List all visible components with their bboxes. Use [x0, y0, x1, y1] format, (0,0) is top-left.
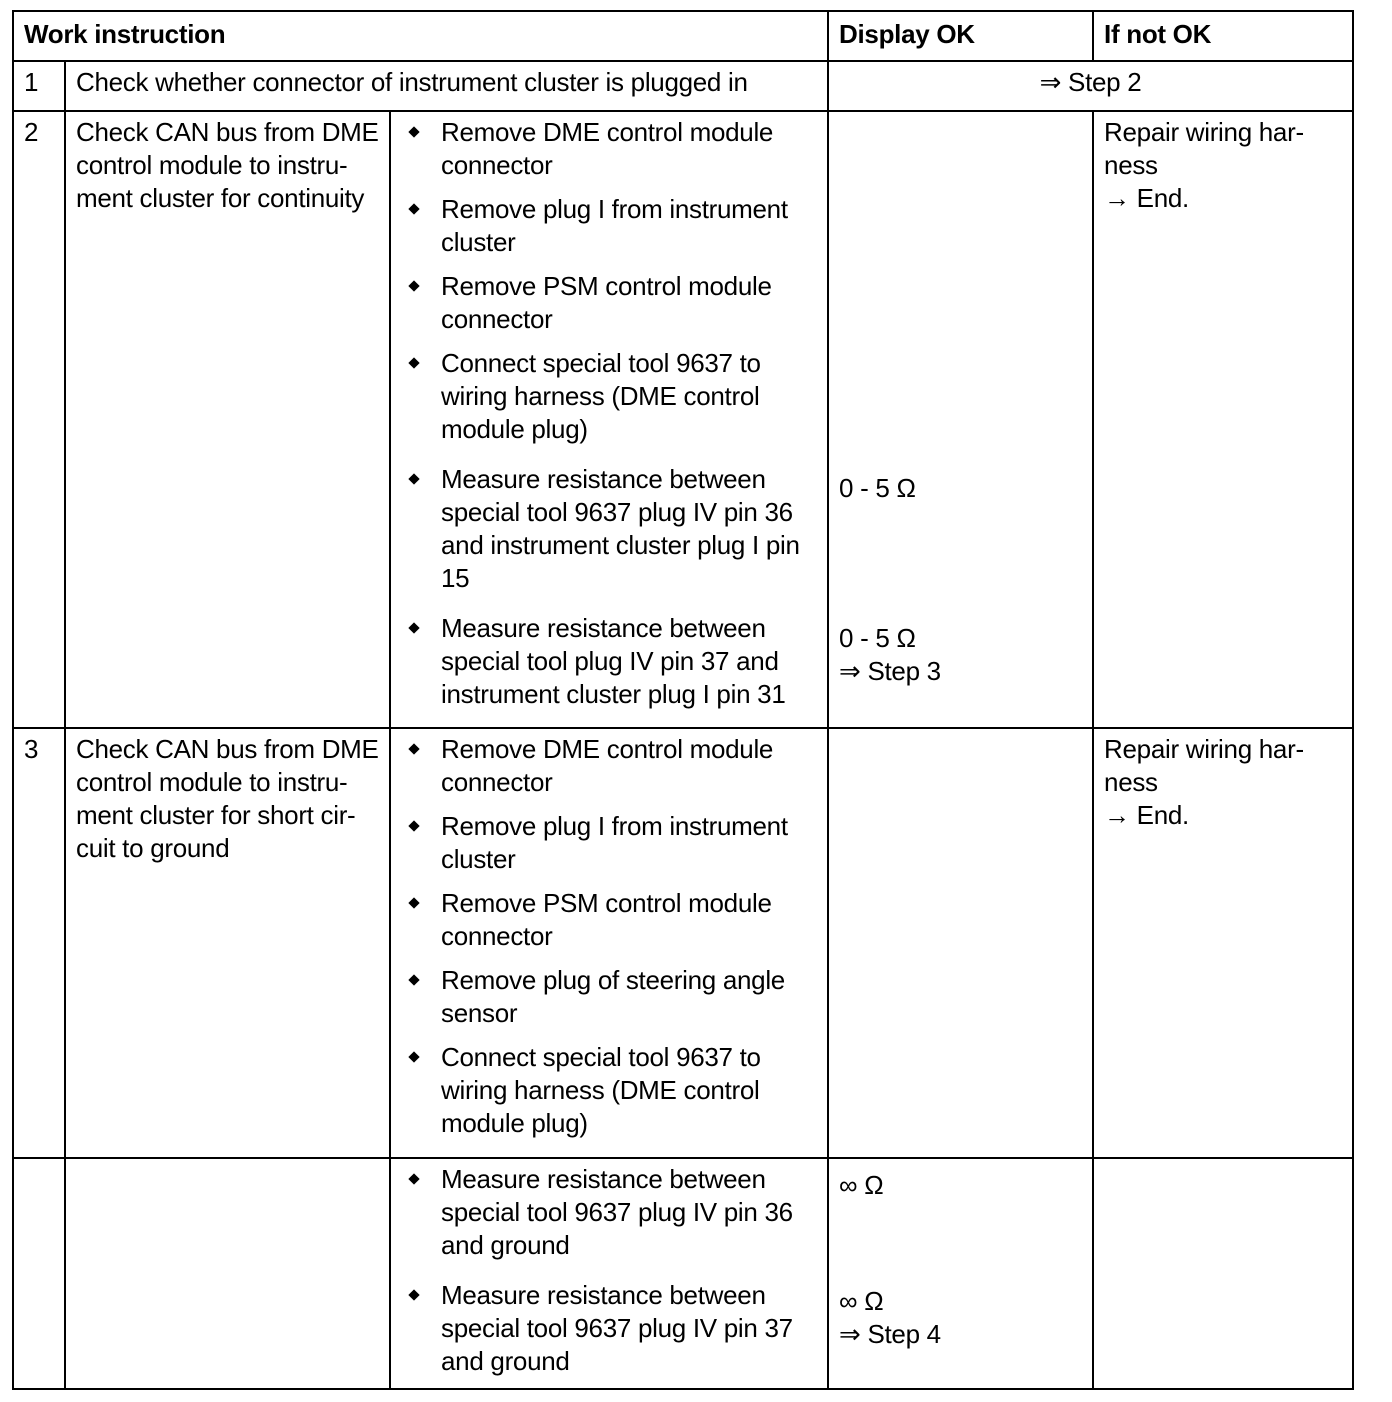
empty-cell [65, 1158, 390, 1389]
list-item: Remove DME control module connector [401, 733, 817, 799]
display-value: 0 - 5 Ω ⇒ Step 3 [839, 623, 941, 686]
diamond-bullet-icon [408, 1051, 419, 1062]
header-row [13, 11, 1353, 61]
display-ok-cell [828, 111, 1093, 728]
step-2-row [13, 111, 1353, 728]
if-not-ok-cell [1093, 1158, 1353, 1389]
diamond-bullet-icon [408, 126, 419, 137]
list-item: Connect special tool 9637 to wiring harness (DME control module plug) [401, 347, 817, 446]
list-item: Measure resistance between special tool 9637 plug IV pin 36 and ground [401, 1163, 817, 1262]
if-not-ok-cell: Repair wiring har- ness → End. [1093, 728, 1353, 1158]
step-instruction: Check whether connector of instrument cluster is plugged in [65, 61, 828, 111]
list-item: Remove PSM control module connector [401, 887, 817, 953]
display-value: ∞ Ω ⇒ Step 4 [839, 1286, 941, 1349]
action-list-cell [390, 111, 828, 728]
step-number: 1 [13, 61, 65, 111]
action-list [401, 733, 817, 1140]
list-item: Measure resistance between special tool 9637 plug IV pin 36 and instrument cluster plug I pin 15 [401, 463, 817, 595]
diamond-bullet-icon [408, 280, 419, 291]
list-item: Measure resistance between special tool 9637 plug IV pin 37 and ground [401, 1279, 817, 1378]
diamond-bullet-icon [408, 473, 419, 484]
diamond-bullet-icon [408, 1289, 419, 1300]
list-item: Remove DME control module connector [401, 116, 817, 182]
display-value: 0 - 5 Ω [839, 473, 916, 503]
step-instruction: Check CAN bus from DME control module to instru- ment cluster for continuity [65, 111, 390, 728]
list-item: Remove PSM control module connector [401, 270, 817, 336]
work-instruction-header: Work instruction [13, 11, 828, 61]
list-item: Remove plug of steering angle sensor [401, 964, 817, 1030]
diamond-bullet-icon [408, 357, 419, 368]
step-result: ⇒ Step 2 [828, 61, 1353, 111]
action-list [401, 1163, 817, 1378]
action-list [401, 116, 817, 711]
step-number: 3 [13, 728, 65, 1158]
diamond-bullet-icon [408, 974, 419, 985]
if-not-ok-cell: Repair wiring har- ness → End. [1093, 111, 1353, 728]
if-not-ok-header: If not OK [1093, 11, 1353, 61]
diamond-bullet-icon [408, 203, 419, 214]
step-3-row [13, 728, 1353, 1158]
action-list-cell [390, 728, 828, 1158]
display-ok-cell [828, 728, 1093, 1158]
diamond-bullet-icon [408, 743, 419, 754]
list-item: Measure resistance between special tool plug IV pin 37 and instrument cluster plug I pin 31 [401, 612, 817, 711]
diamond-bullet-icon [408, 622, 419, 633]
display-value: ∞ Ω [839, 1170, 884, 1200]
step-1-row [13, 61, 1353, 111]
step-3-continued-row [13, 1158, 1353, 1389]
display-ok-cell [828, 1158, 1093, 1389]
step-instruction: Check CAN bus from DME control module to instru- ment cluster for short cir- cuit to ground [65, 728, 390, 1158]
display-ok-header: Display OK [828, 11, 1093, 61]
diamond-bullet-icon [408, 820, 419, 831]
list-item: Remove plug I from instrument cluster [401, 193, 817, 259]
list-item: Connect special tool 9637 to wiring harness (DME control module plug) [401, 1041, 817, 1140]
step-number: 2 [13, 111, 65, 728]
work-instruction-table [12, 10, 1354, 1390]
diamond-bullet-icon [408, 1173, 419, 1184]
empty-cell [13, 1158, 65, 1389]
action-list-cell [390, 1158, 828, 1389]
list-item: Remove plug I from instrument cluster [401, 810, 817, 876]
diamond-bullet-icon [408, 897, 419, 908]
